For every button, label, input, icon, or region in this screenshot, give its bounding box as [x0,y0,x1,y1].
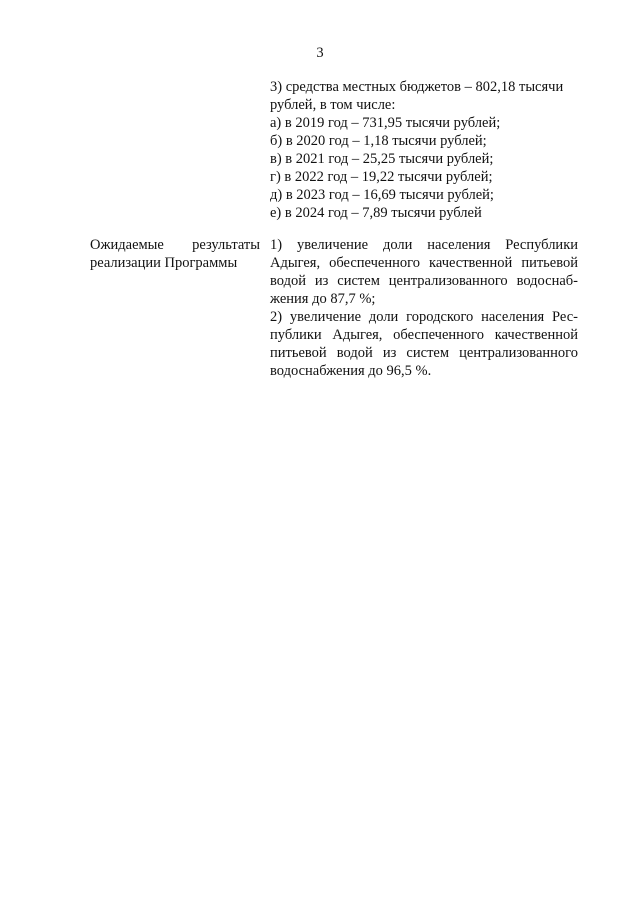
expected-result-item-2: 2) увеличение доли городского населения Рес-публики Адыгея, обеспеченного качественной питьевой водой из систем централизованного водоснабжения до 96,5 %. [270,309,578,379]
local-budget-funding-block [270,78,578,222]
budget-item-2022: г) в 2022 год – 19,22 тысячи рублей; [270,169,493,185]
expected-results-content [270,236,578,380]
local-budget-heading: 3) средства местных бюджетов – 802,18 тысячи рублей, в том числе: [270,79,564,113]
budget-item-2021: в) в 2021 год – 25,25 тысячи рублей; [270,151,494,167]
page-number: 3 [316,45,324,61]
expected-results-label-line1: Ожидаемые результаты [90,237,260,253]
budget-item-2024: е) в 2024 год – 7,89 тысячи рублей [270,205,482,221]
budget-item-2019: а) в 2019 год – 731,95 тысячи рублей; [270,115,501,131]
expected-results-label [90,236,260,272]
budget-item-2020: б) в 2020 год – 1,18 тысячи рублей; [270,133,487,149]
expected-results-label-line2: реализации Программы [90,255,238,271]
budget-item-2023: д) в 2023 год – 16,69 тысячи рублей; [270,187,494,203]
expected-result-item-1: 1) увеличение доли населения Республики Адыгея, обеспеченного качественной питьевой водой из систем централизованного водоснаб-жения до 87,7 %; [270,237,578,307]
